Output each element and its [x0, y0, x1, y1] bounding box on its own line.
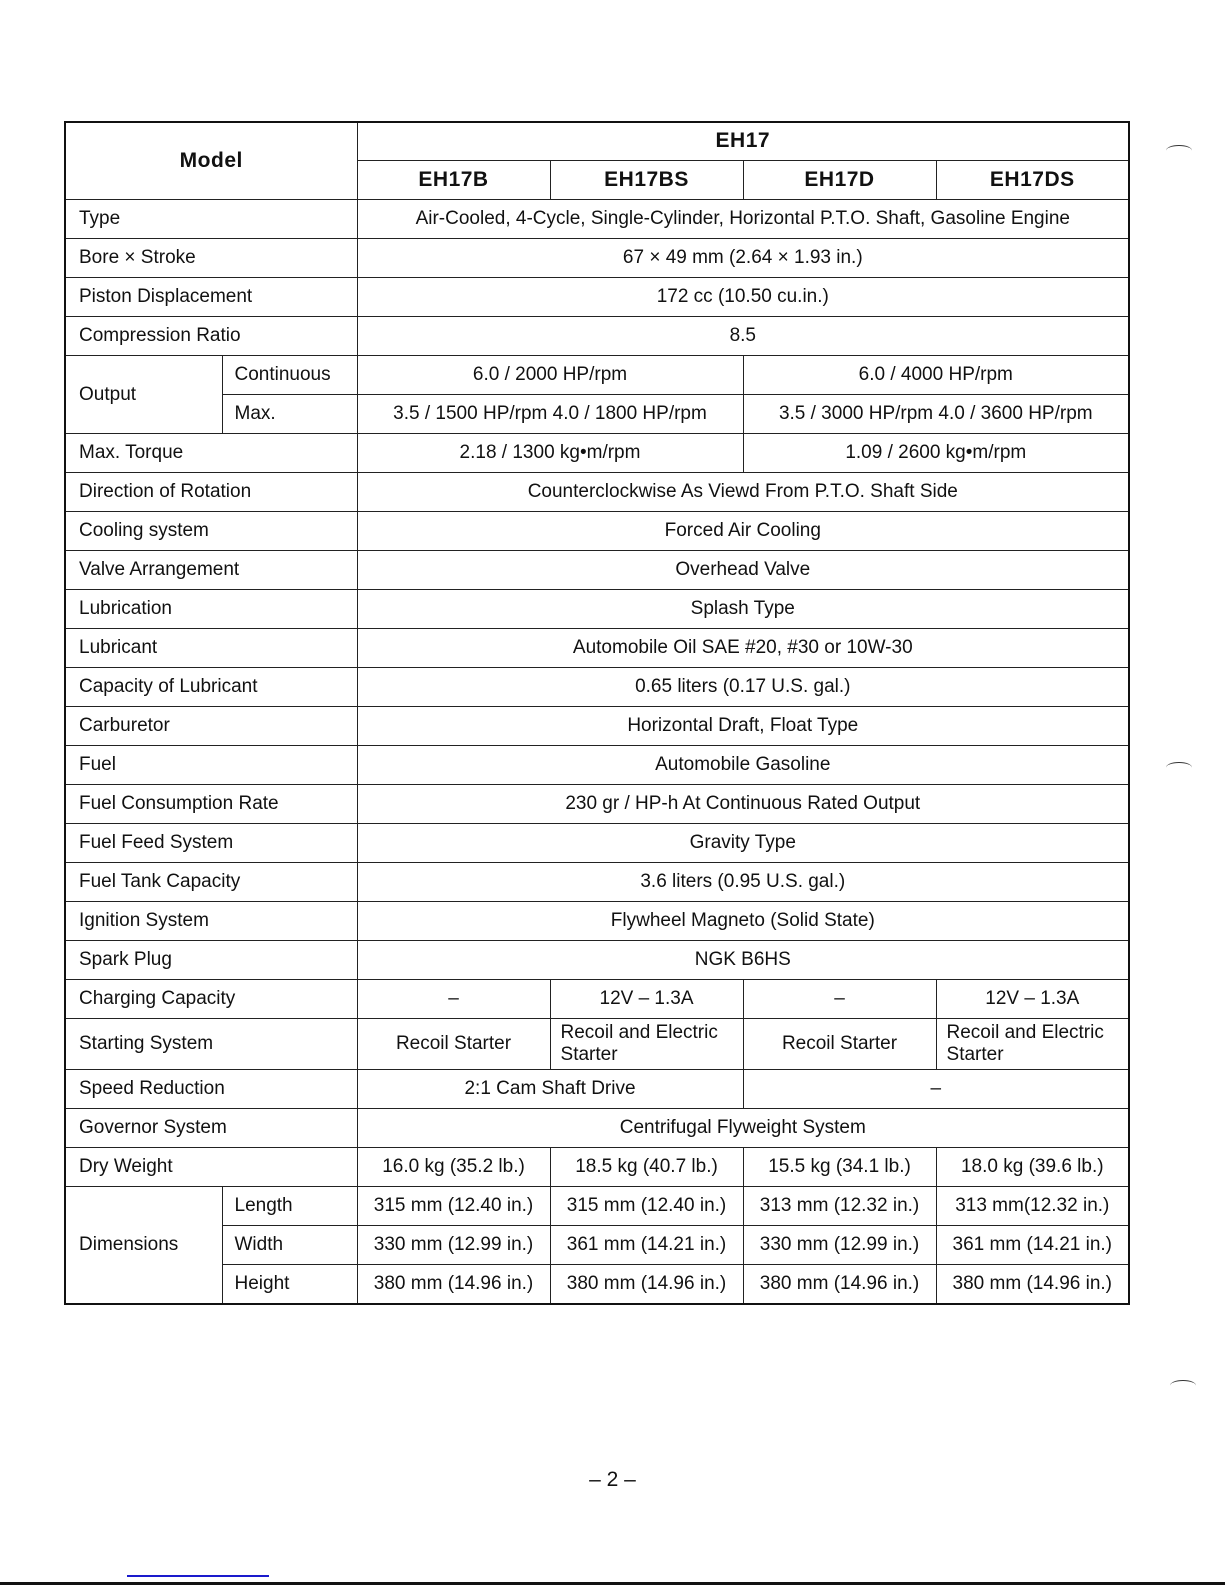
row-value: Counterclockwise As Viewd From P.T.O. Shaft Side [357, 473, 1129, 512]
row-label: Fuel Tank Capacity [65, 863, 357, 902]
row-sublabel: Length [222, 1187, 357, 1226]
row-value: 2:1 Cam Shaft Drive [357, 1070, 743, 1109]
variant-header: EH17D [743, 161, 936, 200]
row-value: – [357, 980, 550, 1019]
row-value: Flywheel Magneto (Solid State) [357, 902, 1129, 941]
row-label: Speed Reduction [65, 1070, 357, 1109]
row-label: Bore × Stroke [65, 239, 357, 278]
row-label: Fuel Feed System [65, 824, 357, 863]
row-value: Recoil and Electric Starter [550, 1019, 743, 1070]
row-label: Spark Plug [65, 941, 357, 980]
header-row-series [65, 122, 1129, 161]
table-row [65, 629, 1129, 668]
row-value: 15.5 kg (34.1 lb.) [743, 1148, 936, 1187]
row-value: 8.5 [357, 317, 1129, 356]
row-value: 2.18 / 1300 kg•m/rpm [357, 434, 743, 473]
row-value: 330 mm (12.99 in.) [743, 1226, 936, 1265]
row-label: Lubricant [65, 629, 357, 668]
row-value: Horizontal Draft, Float Type [357, 707, 1129, 746]
row-value: 16.0 kg (35.2 lb.) [357, 1148, 550, 1187]
row-value: Forced Air Cooling [357, 512, 1129, 551]
row-value: 313 mm (12.32 in.) [743, 1187, 936, 1226]
table-row [65, 473, 1129, 512]
row-value: Air-Cooled, 4-Cycle, Single-Cylinder, Horizontal P.T.O. Shaft, Gasoline Engine [357, 200, 1129, 239]
row-value: 380 mm (14.96 in.) [936, 1265, 1129, 1305]
row-value: 361 mm (14.21 in.) [936, 1226, 1129, 1265]
row-value: Recoil Starter [743, 1019, 936, 1070]
row-value: – [743, 1070, 1129, 1109]
table-row [65, 668, 1129, 707]
table-row [65, 239, 1129, 278]
row-value: Recoil and Electric Starter [936, 1019, 1129, 1070]
row-value: 330 mm (12.99 in.) [357, 1226, 550, 1265]
series-header: EH17 [357, 122, 1129, 161]
variant-header: EH17BS [550, 161, 743, 200]
row-label: Dry Weight [65, 1148, 357, 1187]
table-row [65, 1187, 1129, 1226]
table-row [65, 746, 1129, 785]
row-value: 6.0 / 4000 HP/rpm [743, 356, 1129, 395]
table-row [65, 590, 1129, 629]
specifications-table [64, 121, 1130, 1305]
row-label: Governor System [65, 1109, 357, 1148]
table-row [65, 512, 1129, 551]
row-label: Valve Arrangement [65, 551, 357, 590]
table-row [65, 1019, 1129, 1070]
row-value: 380 mm (14.96 in.) [357, 1265, 550, 1305]
row-value: 18.0 kg (39.6 lb.) [936, 1148, 1129, 1187]
row-value: Automobile Gasoline [357, 746, 1129, 785]
row-value: 18.5 kg (40.7 lb.) [550, 1148, 743, 1187]
row-label: Type [65, 200, 357, 239]
table-row [65, 317, 1129, 356]
binding-hole-mark [1170, 1380, 1196, 1391]
row-label: Piston Displacement [65, 278, 357, 317]
row-value: Recoil Starter [357, 1019, 550, 1070]
row-value: Automobile Oil SAE #20, #30 or 10W-30 [357, 629, 1129, 668]
row-sublabel: Height [222, 1265, 357, 1305]
table-row [65, 551, 1129, 590]
row-value: 315 mm (12.40 in.) [357, 1187, 550, 1226]
row-label: Starting System [65, 1019, 357, 1070]
row-sublabel: Continuous [222, 356, 357, 395]
row-label: Fuel [65, 746, 357, 785]
row-value: 361 mm (14.21 in.) [550, 1226, 743, 1265]
row-label: Lubrication [65, 590, 357, 629]
row-label: Dimensions [65, 1187, 222, 1305]
table-row [65, 980, 1129, 1019]
row-value: Centrifugal Flyweight System [357, 1109, 1129, 1148]
page-number: – 2 – [589, 1468, 636, 1491]
row-value: 1.09 / 2600 kg•m/rpm [743, 434, 1129, 473]
row-label: Capacity of Lubricant [65, 668, 357, 707]
row-sublabel: Width [222, 1226, 357, 1265]
table-row [65, 395, 1129, 434]
row-value: Splash Type [357, 590, 1129, 629]
table-row [65, 1109, 1129, 1148]
row-value: 230 gr / HP-h At Continuous Rated Output [357, 785, 1129, 824]
row-label: Output [65, 356, 222, 434]
row-value: Overhead Valve [357, 551, 1129, 590]
table-row [65, 278, 1129, 317]
row-value: 3.6 liters (0.95 U.S. gal.) [357, 863, 1129, 902]
row-value: 6.0 / 2000 HP/rpm [357, 356, 743, 395]
row-label: Direction of Rotation [65, 473, 357, 512]
table-row [65, 941, 1129, 980]
row-value: 3.5 / 3000 HP/rpm 4.0 / 3600 HP/rpm [743, 395, 1129, 434]
row-sublabel: Max. [222, 395, 357, 434]
table-row [65, 1070, 1129, 1109]
table-row [65, 1148, 1129, 1187]
row-label: Max. Torque [65, 434, 357, 473]
row-label: Cooling system [65, 512, 357, 551]
table-row [65, 824, 1129, 863]
row-value: 315 mm (12.40 in.) [550, 1187, 743, 1226]
row-value: 67 × 49 mm (2.64 × 1.93 in.) [357, 239, 1129, 278]
row-value: 12V – 1.3A [550, 980, 743, 1019]
table-row [65, 1265, 1129, 1305]
table-row [65, 434, 1129, 473]
row-label: Charging Capacity [65, 980, 357, 1019]
table-row [65, 200, 1129, 239]
row-value: 12V – 1.3A [936, 980, 1129, 1019]
model-header: Model [65, 122, 357, 200]
variant-header: EH17DS [936, 161, 1129, 200]
row-value: NGK B6HS [357, 941, 1129, 980]
row-label: Compression Ratio [65, 317, 357, 356]
link-underline [127, 1575, 269, 1577]
table-row [65, 785, 1129, 824]
row-value: 0.65 liters (0.17 U.S. gal.) [357, 668, 1129, 707]
table-row [65, 902, 1129, 941]
row-label: Carburetor [65, 707, 357, 746]
binding-hole-mark [1166, 762, 1192, 773]
row-value: 172 cc (10.50 cu.in.) [357, 278, 1129, 317]
row-value: 313 mm(12.32 in.) [936, 1187, 1129, 1226]
row-label: Fuel Consumption Rate [65, 785, 357, 824]
variant-header: EH17B [357, 161, 550, 200]
row-value: – [743, 980, 936, 1019]
table-row [65, 707, 1129, 746]
row-value: 380 mm (14.96 in.) [743, 1265, 936, 1305]
row-value: 380 mm (14.96 in.) [550, 1265, 743, 1305]
row-value: 3.5 / 1500 HP/rpm 4.0 / 1800 HP/rpm [357, 395, 743, 434]
row-label: Ignition System [65, 902, 357, 941]
table-row [65, 1226, 1129, 1265]
binding-hole-mark [1166, 145, 1192, 156]
table-row [65, 863, 1129, 902]
table-row [65, 356, 1129, 395]
row-value: Gravity Type [357, 824, 1129, 863]
